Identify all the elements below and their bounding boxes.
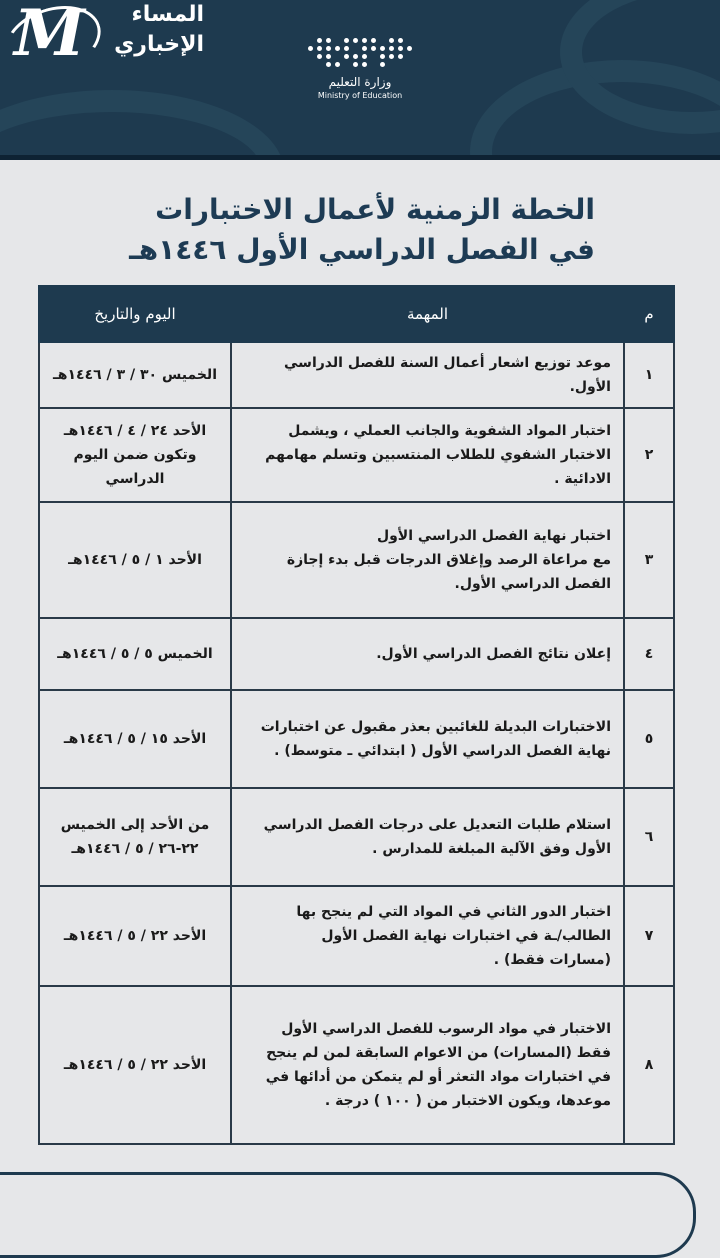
table-row <box>39 788 674 886</box>
row-date <box>39 408 231 502</box>
date-line: الأحد ١٥ / ٥ / ١٤٤٦هـ <box>63 731 207 747</box>
title-line-2: في الفصل الدراسي الأول ١٤٤٦هـ <box>129 233 595 266</box>
task-line: الاختبارات البديلة للغائبين بعذر مقبول عن اختبارات <box>260 719 611 735</box>
row-number: ٤ <box>624 618 674 690</box>
date-line: الأحد ٢٢ / ٥ / ١٤٤٦هـ <box>63 928 207 944</box>
row-date <box>39 986 231 1144</box>
row-task <box>231 690 624 788</box>
row-task <box>231 502 624 618</box>
table-row <box>39 986 674 1144</box>
task-line: استلام طلبات التعديل على درجات الفصل الدراسي <box>263 817 611 833</box>
header-divider <box>0 155 720 160</box>
task-line: الادائية . <box>554 471 611 487</box>
date-line: ٢٢-٢٦ / ٥ / ١٤٤٦هـ <box>71 841 199 857</box>
brand-line-2: الإخباري <box>114 32 204 57</box>
task-line: في اختبارات مواد التعثر أو لم يتمكن من أدائها في <box>265 1069 611 1085</box>
page-title <box>40 190 595 270</box>
row-task <box>231 986 624 1144</box>
table-row <box>39 502 674 618</box>
row-date <box>39 342 231 408</box>
table-row <box>39 690 674 788</box>
table-header-row <box>39 286 674 342</box>
task-line: (مسارات فقط) . <box>493 952 611 968</box>
task-line: الاختبار الشفوي للطلاب المنتسبين وتسلم مهامهم <box>265 447 611 463</box>
task-line: اختبار المواد الشفوية والجانب العملي ، ويشمل <box>288 423 611 439</box>
row-number: ٥ <box>624 690 674 788</box>
table-row <box>39 342 674 408</box>
table-row <box>39 618 674 690</box>
task-line: اختبار نهاية الفصل الدراسي الأول <box>376 528 611 544</box>
header-num: م <box>624 286 674 342</box>
header-task: المهمة <box>231 286 624 342</box>
brand-line-1: المساء <box>131 2 204 27</box>
row-number: ٦ <box>624 788 674 886</box>
date-line: الخميس ٥ / ٥ / ١٤٤٦هـ <box>57 646 213 662</box>
row-number: ٢ <box>624 408 674 502</box>
row-task <box>231 788 624 886</box>
row-date <box>39 690 231 788</box>
task-line: موعد توزيع اشعار أعمال السنة للفصل الدراسي <box>284 355 611 371</box>
row-number: ٣ <box>624 502 674 618</box>
task-line: موعدها، ويكون الاختبار من ( ١٠٠ ) درجة . <box>324 1093 611 1109</box>
ministry-name-ar: وزارة التعليم <box>328 75 392 89</box>
table-row <box>39 408 674 502</box>
date-line: وتكون ضمن اليوم <box>73 447 197 463</box>
task-line: الفصل الدراسي الأول. <box>454 576 611 592</box>
date-line: الخميس ٣٠ / ٣ / ١٤٤٦هـ <box>53 367 217 383</box>
row-task <box>231 342 624 408</box>
ministry-emblem-icon <box>310 38 410 67</box>
task-line: مع مراعاة الرصد وإغلاق الدرجات قبل بدء إجازة <box>286 552 611 568</box>
date-line: الأحد ٢٤ / ٤ / ١٤٤٦هـ <box>63 423 207 439</box>
ministry-name-en: Ministry of Education <box>317 91 403 100</box>
ministry-logo <box>310 38 410 100</box>
task-line: الأول وفق الآلية المبلغة للمدارس . <box>372 841 611 857</box>
row-task <box>231 886 624 986</box>
task-line: الأول. <box>569 379 611 395</box>
row-date <box>39 886 231 986</box>
row-number: ٨ <box>624 986 674 1144</box>
header-banner <box>0 0 720 155</box>
task-line: فقط (المسارات) من الاعوام السابقة لمن لم ينجح <box>266 1045 611 1061</box>
date-line: الدراسي <box>105 471 165 487</box>
task-line: اختبار الدور الثاني في المواد التي لم ينجح بها <box>296 904 611 920</box>
task-line: نهاية الفصل الدراسي الأول ( ابتدائي ـ متوسط) . <box>274 743 611 759</box>
date-line: من الأحد إلى الخميس <box>60 817 210 833</box>
date-line: الأحد ٢٢ / ٥ / ١٤٤٦هـ <box>63 1057 207 1073</box>
task-line: الطالب/ـة في اختبارات نهاية الفصل الأول <box>321 928 611 944</box>
title-line-1: الخطة الزمنية لأعمال الاختبارات <box>155 193 595 226</box>
date-line: الأحد ١ / ٥ / ١٤٤٦هـ <box>68 552 202 568</box>
row-task <box>231 618 624 690</box>
row-number: ١ <box>624 342 674 408</box>
footer-curve <box>0 1172 696 1258</box>
row-date <box>39 788 231 886</box>
row-date <box>39 502 231 618</box>
schedule-table <box>38 285 675 1145</box>
row-number: ٧ <box>624 886 674 986</box>
task-line: إعلان نتائج الفصل الدراسي الأول. <box>376 646 611 662</box>
table-row <box>39 886 674 986</box>
task-line: الاختبار في مواد الرسوب للفصل الدراسي الأول <box>281 1021 611 1037</box>
header-date: اليوم والتاريخ <box>39 286 231 342</box>
brand-logo: M المساء الإخباري <box>0 0 215 70</box>
row-task <box>231 408 624 502</box>
row-date <box>39 618 231 690</box>
